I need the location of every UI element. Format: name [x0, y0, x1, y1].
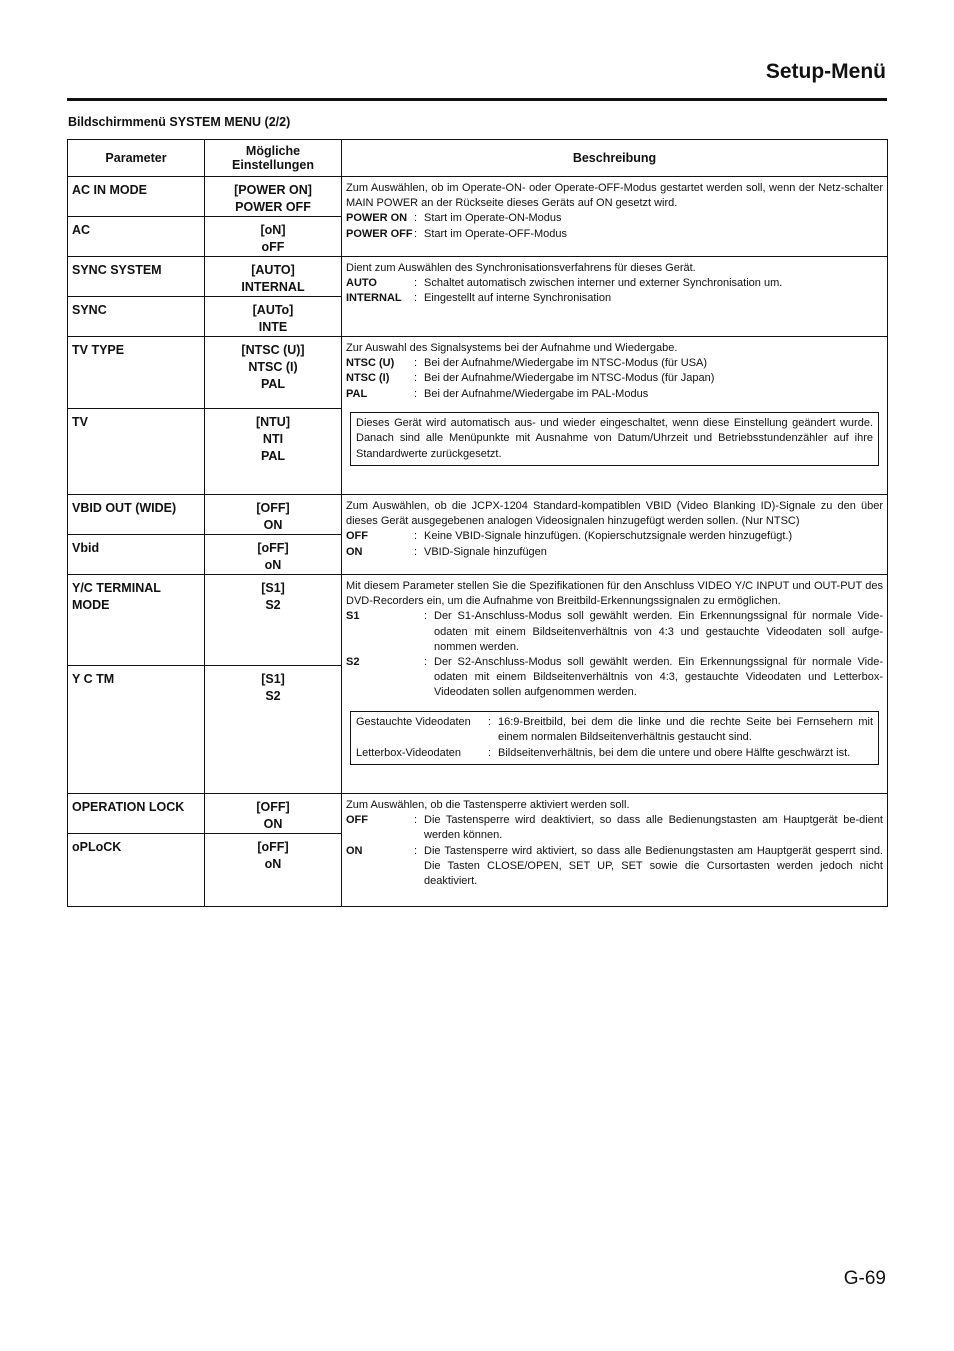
- option-text: Der S1-Anschluss-Modus soll gewählt werden. Ein Erkennungssignal für normale Vide-odaten mit einem Bildseitenverhältnis von 4:3 und gestauchte Videodaten soll aufge-nommen werden.: [434, 610, 883, 653]
- description-text: Zum Auswählen, ob die Tastensperre aktiviert werden soll.: [346, 799, 630, 811]
- setting-value: INTERNAL: [241, 280, 305, 294]
- option-key: POWER OFF: [346, 227, 413, 240]
- table-row: [68, 177, 888, 217]
- display-values: [205, 297, 342, 337]
- option-text: Keine VBID-Signale hinzufügen. (Kopierschutzsignale werden hinzugefügt.): [424, 530, 793, 543]
- display-values: [205, 217, 342, 257]
- option-text: Die Tastensperre wird deaktiviert, so dass alle Bedienungstasten am Hauptgerät be-dient werden können.: [424, 814, 883, 842]
- option-entry: [346, 844, 883, 890]
- setting-value: S2: [265, 598, 281, 612]
- setting-value: ON: [263, 518, 283, 532]
- glossary-definition: 16:9-Breitbild, bei dem die linke und die rechte Seite bei Fernsehern mit einem normalen Bildseitenverhältnis gestaucht sind.: [498, 715, 873, 744]
- setting-values: [205, 337, 342, 409]
- glossary-entry: [356, 746, 873, 762]
- title-rule: [67, 98, 887, 101]
- setting-values: [205, 257, 342, 297]
- section-heading: Bildschirmmenü SYSTEM MENU (2/2): [68, 115, 291, 129]
- display-value: [oFF]: [257, 840, 289, 854]
- option-separator: :: [414, 277, 418, 290]
- option-separator: :: [414, 844, 418, 857]
- setting-value: POWER OFF: [235, 200, 311, 214]
- option-separator: :: [414, 227, 418, 240]
- setting-value: [AUTO]: [251, 263, 295, 277]
- option-text: Bei der Aufnahme/Wiedergabe im NTSC-Modus (für Japan): [424, 372, 715, 385]
- parameter-name: AC IN MODE: [68, 177, 205, 217]
- option-key: S2: [346, 656, 360, 669]
- description-text: Mit diesem Parameter stellen Sie die Spezifikationen für den Anschluss VIDEO Y/C INPUT und OUT-PUT des DVD-Recorders ein, um die Aufnahme von Breitbild-Erkennungssignalen zu ermöglichen.: [346, 580, 883, 608]
- display-values: [205, 409, 342, 495]
- display-values: [205, 535, 342, 575]
- option-text: Schaltet automatisch zwischen interner und externer Synchronisation um.: [424, 277, 783, 290]
- description-cell: [342, 257, 888, 337]
- note-box: Dieses Gerät wird automatisch aus- und wieder eingeschaltet, wenn diese Einstellung geändert wurde. Danach sind alle Menüpunkte mit Ausnahme von Datum/Uhrzeit und Betriebsstundenzähler auf ihre Standardwerte zurückgesetzt.: [350, 412, 879, 467]
- option-entry: [346, 813, 883, 843]
- option-key: ON: [346, 844, 363, 857]
- option-key: NTSC (U): [346, 357, 395, 370]
- option-separator: :: [414, 387, 418, 400]
- description-cell: [342, 794, 888, 907]
- table-row: [68, 794, 888, 834]
- setting-value: [OFF]: [256, 501, 290, 515]
- header-parameter: Parameter: [68, 140, 205, 177]
- option-separator: :: [414, 357, 418, 370]
- setting-value: [POWER ON]: [234, 183, 312, 197]
- glossary-term: Gestauchte Videodaten: [356, 715, 471, 728]
- option-entry: [346, 211, 883, 226]
- display-value: INTE: [258, 320, 288, 334]
- option-key: OFF: [346, 530, 368, 543]
- setting-value: ON: [263, 817, 283, 831]
- option-entry: [346, 276, 883, 291]
- option-key: ON: [346, 545, 363, 558]
- option-text: Bei der Aufnahme/Wiedergabe im NTSC-Modus (für USA): [424, 357, 708, 370]
- setting-value: NTSC (I): [248, 360, 298, 374]
- parameter-display: TV: [68, 409, 205, 495]
- display-value: oN: [264, 857, 282, 871]
- display-value: S2: [265, 689, 281, 703]
- option-entry: [346, 545, 883, 560]
- option-entry: [346, 387, 883, 402]
- description-text: Zum Auswählen, ob im Operate-ON- oder Operate-OFF-Modus gestartet werden soll, wenn der Netz-schalter MAIN POWER an der Rückseite dieses Geräts auf ON gesetzt wird.: [346, 182, 883, 210]
- page-number: G-69: [843, 1268, 886, 1289]
- option-key: NTSC (I): [346, 372, 390, 385]
- display-value: oFF: [261, 240, 285, 254]
- header-description: Beschreibung: [342, 140, 888, 177]
- display-value: PAL: [260, 449, 286, 463]
- display-values: [205, 834, 342, 907]
- setting-values: [205, 177, 342, 217]
- table-row: [68, 495, 888, 535]
- table-row: [68, 257, 888, 297]
- option-text: VBID-Signale hinzufügen: [424, 545, 547, 558]
- option-key: INTERNAL: [346, 292, 402, 305]
- description-cell: [342, 575, 888, 794]
- glossary-separator: :: [488, 746, 492, 759]
- table-row: [68, 337, 888, 409]
- parameter-display: Y C TM: [68, 666, 205, 794]
- display-value: oN: [264, 558, 282, 572]
- glossary-entry: [356, 715, 873, 746]
- parameter-display: Vbid: [68, 535, 205, 575]
- option-entry: [346, 227, 883, 242]
- parameter-name: TV TYPE: [68, 337, 205, 409]
- description-cell: [342, 337, 888, 495]
- option-key: OFF: [346, 814, 368, 827]
- table-body: [68, 177, 888, 907]
- option-text: Start im Operate-ON-Modus: [424, 212, 562, 225]
- option-text: Bei der Aufnahme/Wiedergabe im PAL-Modus: [424, 387, 649, 400]
- glossary-box: [350, 711, 879, 766]
- option-key: S1: [346, 610, 360, 623]
- option-key: PAL: [346, 387, 368, 400]
- option-text: Eingestellt auf interne Synchronisation: [424, 292, 612, 305]
- display-value: [AUTo]: [252, 303, 294, 317]
- option-separator: :: [414, 530, 418, 543]
- header-settings: Mögliche Einstellungen: [205, 140, 342, 177]
- option-text: Der S2-Anschluss-Modus soll gewählt werden. Ein Erkennungssignal für normale Vide-odaten mit einem Bildseitenverhältnis von 4:3, gestauchte Videodaten und Letterbox-Videodaten sollen aufgenommen werden.: [434, 656, 883, 699]
- option-text: Die Tastensperre wird aktiviert, so dass alle Bedienungstasten am Hauptgerät gesperrt sind. Die Tasten CLOSE/OPEN, SET UP, SET sowie die Cursortasten werden jedoch nicht deaktiviert.: [424, 844, 883, 888]
- option-separator: :: [414, 814, 418, 827]
- setting-value: [OFF]: [256, 800, 290, 814]
- description-text: Zum Auswählen, ob die JCPX-1204 Standard-kompatiblen VBID (Video Blanking ID)-Signale zu den über dieses Gerät ausgegebenen analogen Videosignalen hinzugefügt werden sollen. (Nur NTSC): [346, 500, 883, 528]
- option-entry: [346, 529, 883, 544]
- settings-table: [67, 139, 888, 907]
- glossary-separator: :: [488, 715, 492, 728]
- option-entry: [346, 609, 883, 655]
- page-title: Setup-Menü: [765, 60, 886, 83]
- parameter-display: AC: [68, 217, 205, 257]
- setting-value: PAL: [260, 377, 286, 391]
- description-text: Dient zum Auswählen des Synchronisationsverfahrens für dieses Gerät.: [346, 262, 696, 274]
- parameter-name: VBID OUT (WIDE): [68, 495, 205, 535]
- parameter-display: SYNC: [68, 297, 205, 337]
- description-text: Zur Auswahl des Signalsystems bei der Aufnahme und Wiedergabe.: [346, 342, 678, 354]
- parameter-name: SYNC SYSTEM: [68, 257, 205, 297]
- option-separator: :: [424, 656, 428, 669]
- option-separator: :: [414, 372, 418, 385]
- option-separator: :: [414, 212, 418, 225]
- parameter-name: OPERATION LOCK: [68, 794, 205, 834]
- setting-values: [205, 575, 342, 666]
- description-cell: [342, 495, 888, 575]
- option-separator: :: [424, 610, 428, 623]
- display-values: [205, 666, 342, 794]
- display-value: [S1]: [261, 672, 285, 686]
- option-text: Start im Operate-OFF-Modus: [424, 227, 568, 240]
- option-separator: :: [414, 292, 418, 305]
- glossary-definition: Bildseitenverhältnis, bei dem die untere und obere Hälfte geschwärzt ist.: [498, 746, 851, 759]
- option-entry: [346, 655, 883, 701]
- parameter-name: Y/C TERMINAL MODE: [68, 575, 205, 666]
- option-separator: :: [414, 545, 418, 558]
- display-value: [oN]: [260, 223, 286, 237]
- option-entry: [346, 356, 883, 371]
- table-header-row: [68, 140, 888, 177]
- option-key: POWER ON: [346, 212, 408, 225]
- display-value: [NTU]: [255, 415, 290, 429]
- display-value: NTI: [262, 432, 284, 446]
- setting-values: [205, 495, 342, 535]
- table-row: [68, 575, 888, 666]
- option-entry: [346, 371, 883, 386]
- display-value: [oFF]: [257, 541, 289, 555]
- parameter-display: oPLoCK: [68, 834, 205, 907]
- description-cell: [342, 177, 888, 257]
- option-key: AUTO: [346, 277, 377, 290]
- setting-values: [205, 794, 342, 834]
- glossary-term: Letterbox-Videodaten: [356, 746, 461, 759]
- setting-value: [S1]: [261, 581, 285, 595]
- setting-value: [NTSC (U)]: [241, 343, 305, 357]
- option-entry: [346, 291, 883, 306]
